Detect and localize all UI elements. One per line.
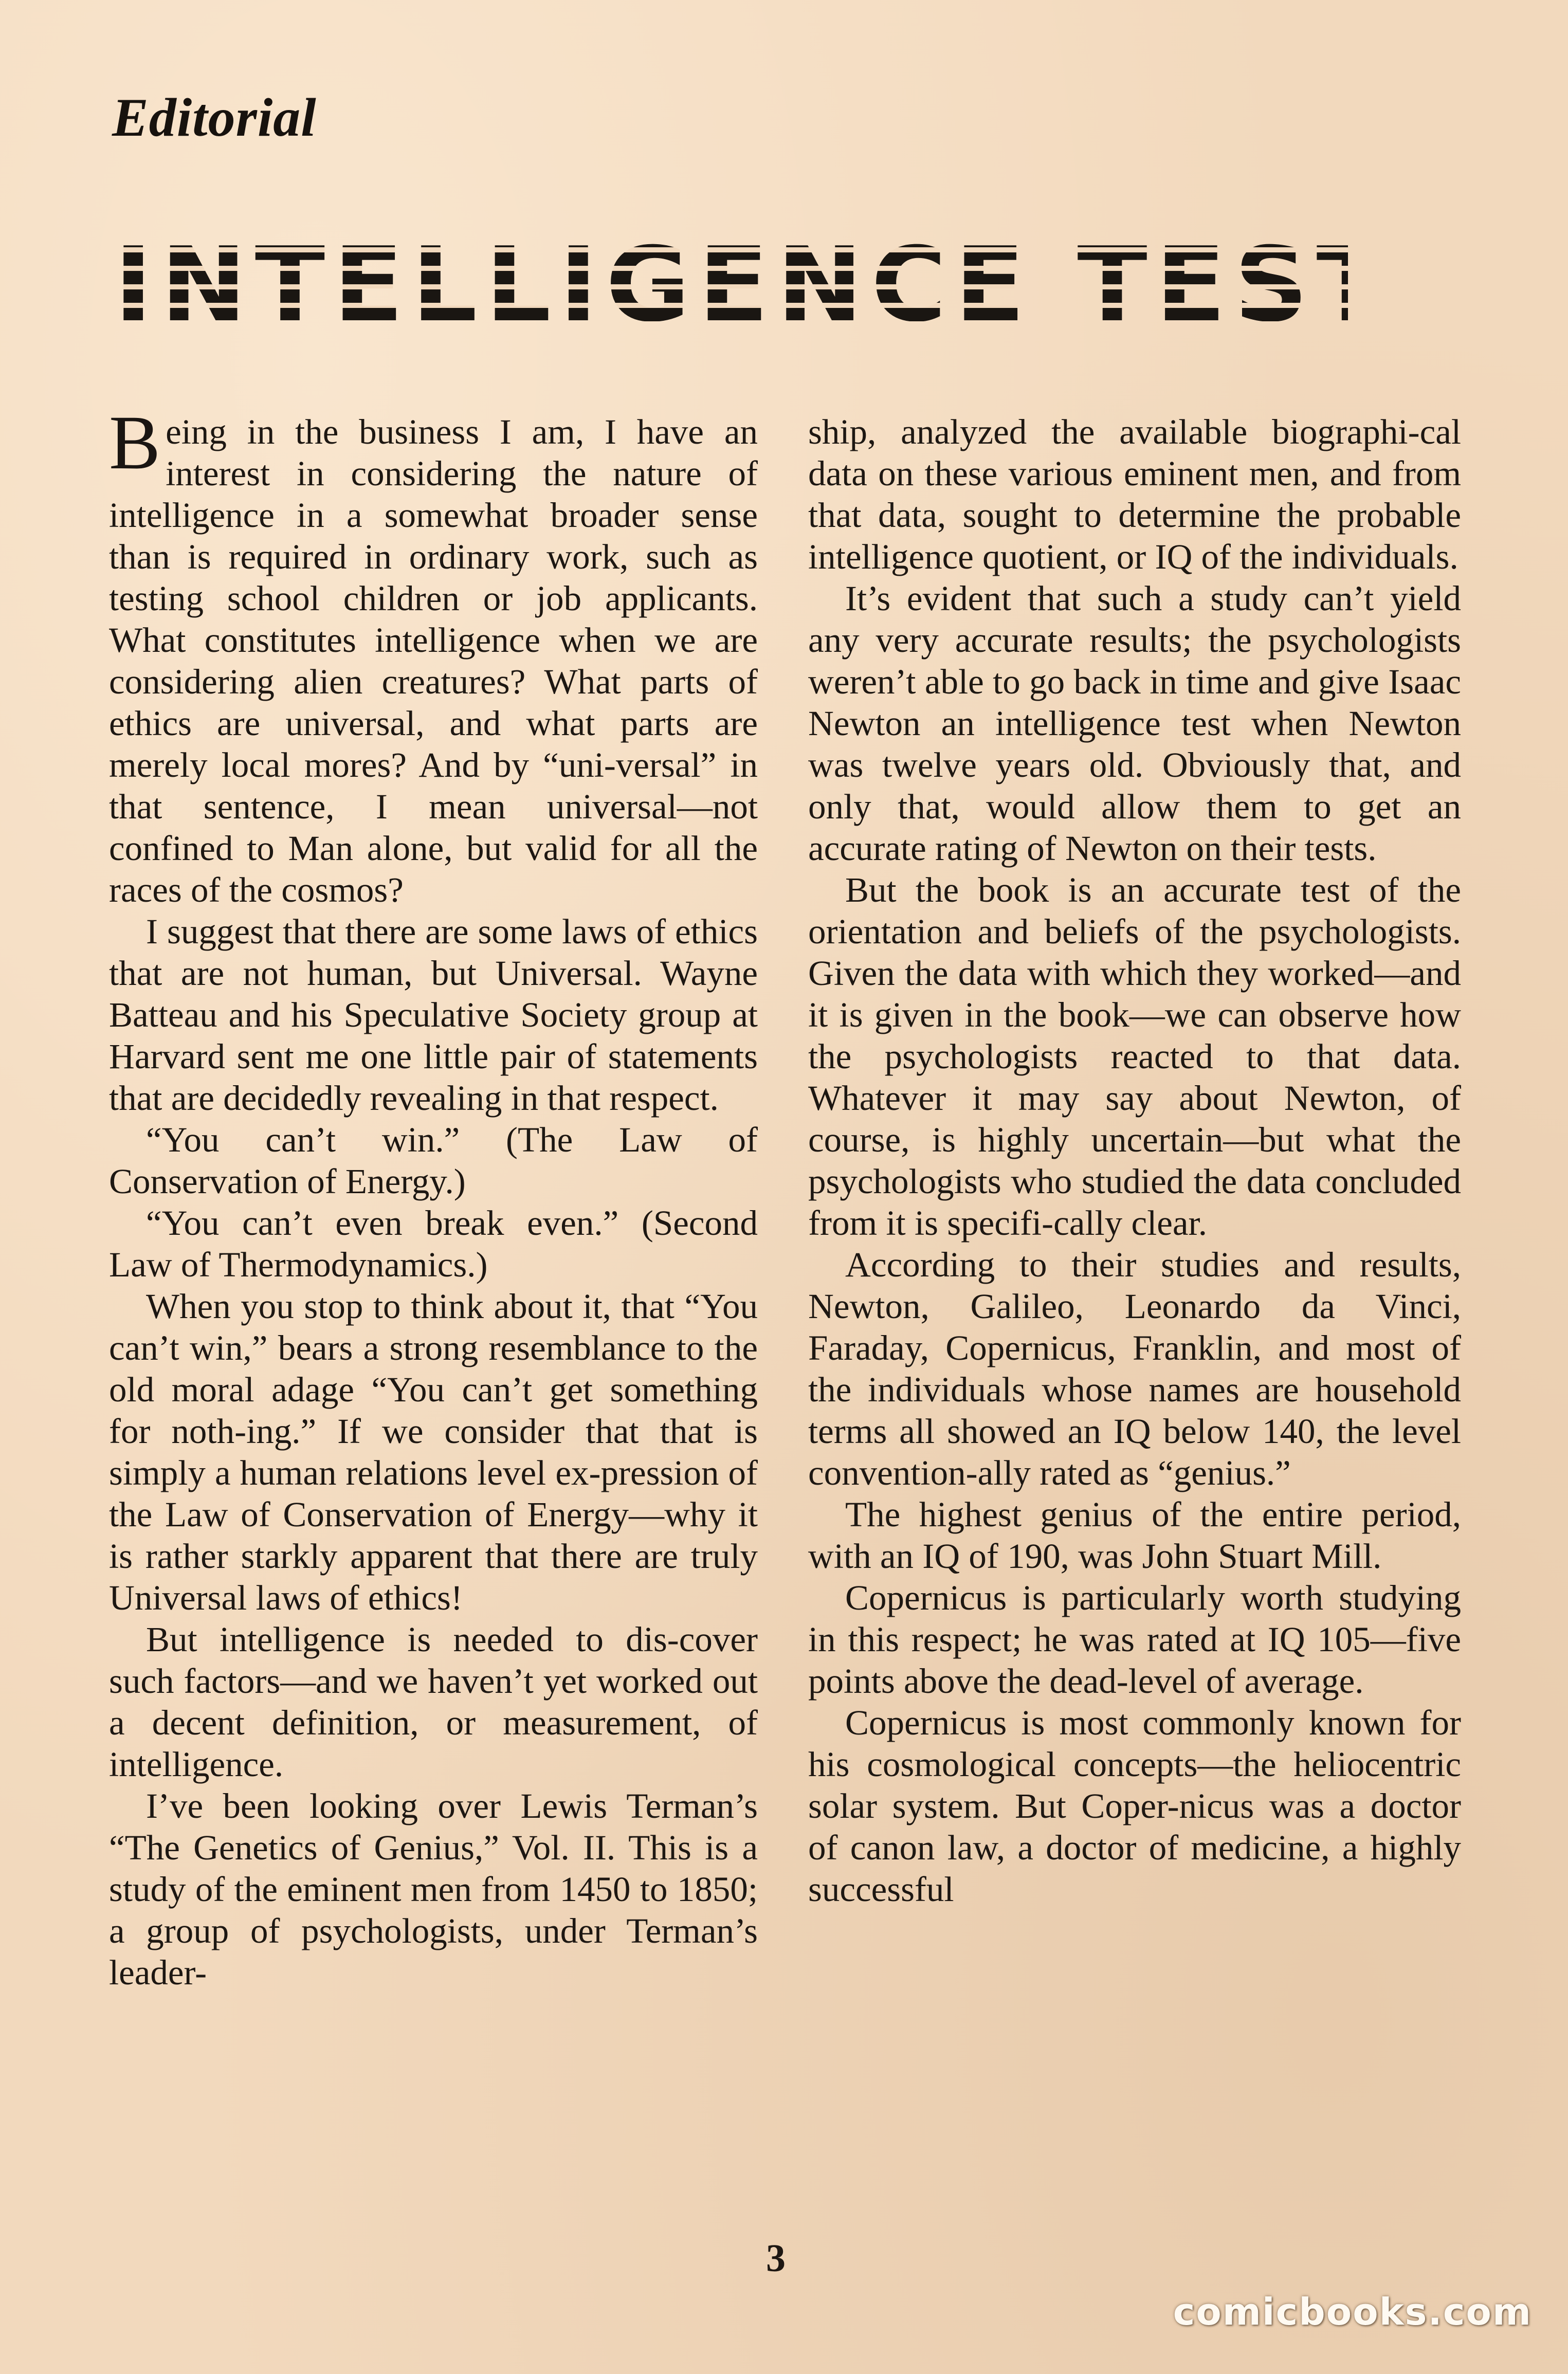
page-number: 3 [766, 2237, 786, 2280]
paragraph-3: “You can’t win.” (The Law of Conservation of Energy.) [109, 1120, 758, 1201]
paragraph-1-text: eing in the business I am, I have an interest in considering the nature of intelligence in a somewhat broader sense than is required in ordinary work, such as testing school children or job applicants. What constitutes intelligence when we are considering alien creatures? What parts of ethics are universal, and what parts are merely local mores? And by “uni-versal” in that sentence, I mean universal—not confined to Man alone, but valid for all the races of the cosmos? [109, 412, 758, 909]
paragraph-14: Copernicus is most commonly known for his cosmological concepts—the heliocentric solar system. But Coper-nicus was a doctor of canon law, a doctor of medicine, a highly successful [808, 1703, 1461, 1909]
paragraph-6: But intelligence is needed to dis-cover such factors—and we haven’t yet worked out a decent definition, or measurement, of intelligence. [109, 1620, 758, 1784]
paragraph-11: According to their studies and results, Newton, Galileo, Leonardo da Vinci, Faraday, Copernicus, Franklin, and most of the individuals whose names are household terms all showed an IQ below 140, the level convention-ally rated as “genius.” [808, 1245, 1461, 1492]
paragraph-1 [109, 400, 758, 911]
paragraph-13: Copernicus is particularly worth studying in this respect; he was rated at IQ 105—five points above the dead-level of average. [808, 1578, 1461, 1701]
drop-cap: B [109, 400, 161, 485]
watermark-logo: comicbooks.com [1173, 2290, 1532, 2333]
paragraph-7: I’ve been looking over Lewis Terman’s “The Genetics of Genius,” Vol. II. This is a study of the eminent men from 1450 to 1850; a group of psychologists, under Terman’s leader- [109, 1786, 758, 1992]
article-headline: INTELLIGENCE TEST [114, 225, 1395, 345]
right-column [808, 411, 1461, 1910]
section-kicker: Editorial [112, 87, 317, 148]
paragraph-8: ship, analyzed the available biographi-cal data on these various eminent men, and from that data, sought to determine the probable intelligence quotient, or IQ of the individuals. [808, 412, 1461, 576]
paragraph-12: The highest genius of the entire period, with an IQ of 190, was John Stuart Mill. [808, 1495, 1461, 1576]
paragraph-4: “You can’t even break even.” (Second Law of Thermodynamics.) [109, 1203, 758, 1284]
paragraph-9: It’s evident that such a study can’t yield any very accurate results; the psychologists weren’t able to go back in time and give Isaac Newton an intelligence test when Newton was twelve years old. Obviously that, and only that, would allow them to get an accurate rating of Newton on their tests. [808, 579, 1461, 868]
paragraph-2: I suggest that there are some laws of ethics that are not human, but Universal. Wayne Batteau and his Speculative Society group at Harvard sent me one little pair of statements that are decidedly revealing in that respect. [109, 912, 758, 1118]
paragraph-5: When you stop to think about it, that “You can’t win,” bears a strong resemblance to the old moral adage “You can’t get something for noth-ing.” If we consider that that is simply a human relations level ex-pression of the Law of Conservation of Energy—why it is rather starkly apparent that there are truly Universal laws of ethics! [109, 1287, 758, 1617]
left-column [109, 400, 758, 1994]
paragraph-10: But the book is an accurate test of the orientation and beliefs of the psychologists. Given the data with which they worked—and it is given in the book—we can observe how the psychologists reacted to that data. Whatever it may say about Newton, of course, is highly uncertain—but what the psychologists who studied the data concluded from it is specifi-cally clear. [808, 870, 1461, 1243]
